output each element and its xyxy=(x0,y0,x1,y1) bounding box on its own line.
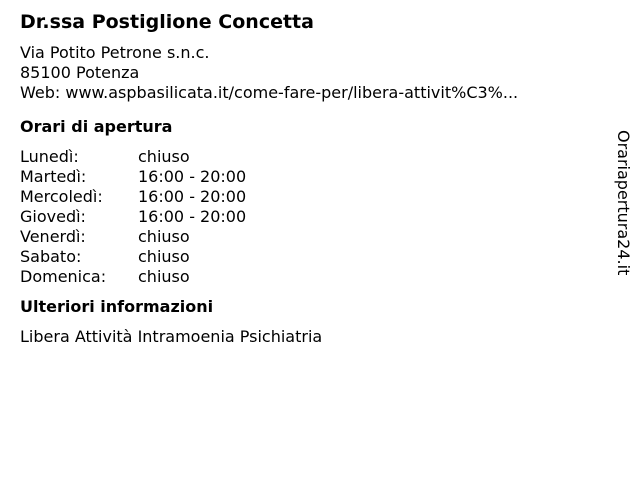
day-label: Domenica: xyxy=(20,267,107,286)
time-value: chiuso xyxy=(138,227,190,246)
time-value: chiuso xyxy=(138,267,190,286)
hours-row xyxy=(20,247,600,267)
hours-row xyxy=(20,227,600,247)
business-name: Dr.ssa Postiglione Concetta xyxy=(20,11,314,33)
time-value: 16:00 - 20:00 xyxy=(138,167,247,186)
hours-row xyxy=(20,267,600,287)
info-title: Ulteriori informazioni xyxy=(20,297,214,316)
time-value: chiuso xyxy=(138,247,190,266)
day-label: Mercoledì: xyxy=(20,187,103,206)
hours-title: Orari di apertura xyxy=(20,117,173,136)
hours-table xyxy=(20,147,600,287)
business-card xyxy=(20,9,600,347)
day-label: Sabato: xyxy=(20,247,82,266)
address-block xyxy=(20,43,600,103)
hours-row xyxy=(20,147,600,167)
site-brand: Orariapertura24.it xyxy=(614,130,633,276)
city-address: 85100 Potenza xyxy=(20,63,140,82)
hours-row xyxy=(20,167,600,187)
time-value: 16:00 - 20:00 xyxy=(138,207,247,226)
website-link[interactable]: Web: www.aspbasilicata.it/come-fare-per/libera-attivit%C3%... xyxy=(20,83,519,102)
day-label: Martedì: xyxy=(20,167,87,186)
time-value: chiuso xyxy=(138,147,190,166)
street-address: Via Potito Petrone s.n.c. xyxy=(20,43,210,62)
day-label: Giovedì: xyxy=(20,207,86,226)
info-text: Libera Attività Intramoenia Psichiatria xyxy=(20,327,323,346)
hours-row xyxy=(20,187,600,207)
hours-row xyxy=(20,207,600,227)
day-label: Venerdì: xyxy=(20,227,86,246)
time-value: 16:00 - 20:00 xyxy=(138,187,247,206)
day-label: Lunedì: xyxy=(20,147,79,166)
